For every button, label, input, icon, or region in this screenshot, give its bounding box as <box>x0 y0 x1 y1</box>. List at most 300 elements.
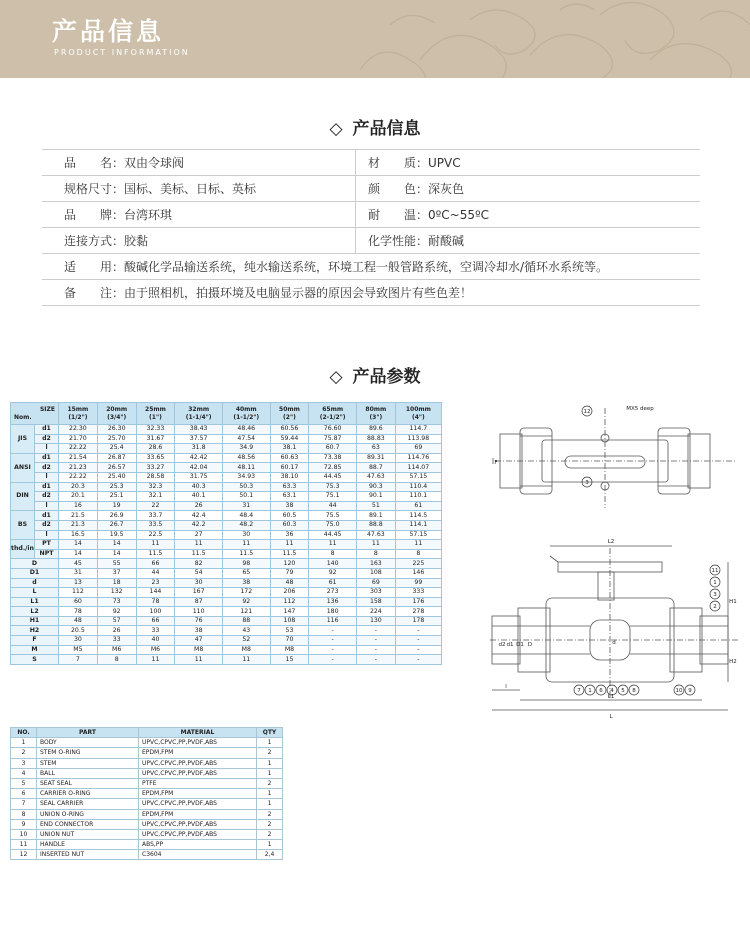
spec-cell: 178 <box>395 616 441 626</box>
spec-row-label: L1 <box>11 597 59 607</box>
parts-row <box>11 748 283 758</box>
spec-row-label: L2 <box>11 607 59 617</box>
spec-cell: 33 <box>136 626 175 636</box>
spec-cell: 63.3 <box>270 482 309 492</box>
spec-cell: 14 <box>59 549 98 559</box>
spec-cell: - <box>395 636 441 646</box>
size-inch: (3") <box>369 413 383 421</box>
parts-cell: 1 <box>257 738 283 748</box>
spec-cell: 42.04 <box>175 463 223 473</box>
parts-cell: 1 <box>257 758 283 768</box>
parts-row <box>11 778 283 788</box>
corner-size: SIZE <box>39 405 55 413</box>
spec-cell: 78 <box>59 607 98 617</box>
spec-cell: 57.15 <box>395 530 441 540</box>
spec-cell: 11 <box>222 655 270 665</box>
spec-size-header <box>222 403 270 425</box>
spec-cell: 11 <box>356 540 395 550</box>
spec-row-label: l <box>35 444 59 454</box>
spec-cell: 19 <box>97 501 136 511</box>
spec-cell: 273 <box>309 588 357 598</box>
parts-cell: 2 <box>257 809 283 819</box>
info-row <box>42 202 700 228</box>
info-row-full <box>42 254 700 280</box>
spec-row <box>11 482 442 492</box>
spec-cell: 79 <box>270 568 309 578</box>
spec-row <box>11 453 442 463</box>
spec-cell: 22.22 <box>59 444 98 454</box>
callout-12: 12 <box>583 409 591 415</box>
parts-cell: UNION NUT <box>37 829 139 839</box>
spec-row <box>11 578 442 588</box>
spec-cell: 303 <box>356 588 395 598</box>
spec-cell: 48 <box>270 578 309 588</box>
info-row <box>42 150 700 176</box>
spec-row-label: d <box>11 578 59 588</box>
spec-row <box>11 434 442 444</box>
size-inch: (1-1/2") <box>233 413 260 421</box>
spec-cell: 206 <box>270 588 309 598</box>
spec-cell: 21.70 <box>59 434 98 444</box>
parts-header: QTY <box>257 728 283 738</box>
spec-cell: 21.5 <box>59 511 98 521</box>
spec-cell: 11 <box>270 540 309 550</box>
spec-cell: 92 <box>309 568 357 578</box>
size-mm: 65mm <box>322 405 344 413</box>
spec-cell: 31.8 <box>175 444 223 454</box>
info-cell-right: 耐 温：0ºC~55ºC <box>368 208 490 222</box>
spec-cell: 108 <box>270 616 309 626</box>
spec-cell: 112 <box>59 588 98 598</box>
spec-cell: 8 <box>395 549 441 559</box>
spec-cell: 44.45 <box>309 530 357 540</box>
spec-cell: 163 <box>356 559 395 569</box>
spec-row-label: d1 <box>35 482 59 492</box>
size-mm: 32mm <box>188 405 210 413</box>
spec-cell: 11.5 <box>175 549 223 559</box>
spec-cell: 92 <box>222 597 270 607</box>
spec-row-label: H2 <box>11 626 59 636</box>
callout-b1: 7 <box>577 688 581 694</box>
info-cell-full: 备 注：由于照相机，拍摄环境及电脑显示器的原因会导致图片有些色差！ <box>64 286 473 300</box>
spec-group-label: thd./in <box>11 540 35 559</box>
spec-cell: 114.76 <box>395 453 441 463</box>
spec-cell: 88.7 <box>356 463 395 473</box>
parts-cell: UPVC,CPVC,PP,PVDF,ABS <box>139 799 257 809</box>
spec-cell: 90.3 <box>356 482 395 492</box>
parts-cell: 2 <box>11 748 37 758</box>
spec-cell: 88 <box>222 616 270 626</box>
spec-group-label: DIN <box>11 482 35 511</box>
spec-cell: 132 <box>97 588 136 598</box>
size-mm: 80mm <box>365 405 387 413</box>
spec-cell: 47.63 <box>356 530 395 540</box>
spec-cell: 47.54 <box>222 434 270 444</box>
spec-cell: M8 <box>270 645 309 655</box>
parts-cell: SEAL CARRIER <box>37 799 139 809</box>
spec-cell: 25.70 <box>97 434 136 444</box>
parts-row <box>11 789 283 799</box>
spec-cell: 11 <box>136 540 175 550</box>
parts-cell: INSERTED NUT <box>37 850 139 860</box>
spec-cell: 225 <box>395 559 441 569</box>
section-title-info <box>0 114 750 139</box>
spec-cell: 60.5 <box>270 511 309 521</box>
dim-d: d <box>612 640 616 646</box>
parts-header: MATERIAL <box>139 728 257 738</box>
size-mm: 15mm <box>67 405 89 413</box>
spec-row <box>11 645 442 655</box>
banner-subtitle: PRODUCT INFORMATION <box>54 48 190 57</box>
parts-cell: 9 <box>11 819 37 829</box>
spec-cell: 11.5 <box>222 549 270 559</box>
parts-cell: 8 <box>11 809 37 819</box>
spec-cell: 26.9 <box>97 511 136 521</box>
parts-row <box>11 829 283 839</box>
size-mm: 25mm <box>145 405 166 413</box>
spec-cell: 11.5 <box>136 549 175 559</box>
spec-group-label: BS <box>11 511 35 540</box>
spec-cell: 70 <box>270 636 309 646</box>
spec-cell: 23 <box>136 578 175 588</box>
spec-cell: 224 <box>356 607 395 617</box>
spec-row <box>11 463 442 473</box>
spec-row <box>11 520 442 530</box>
spec-cell: 20.3 <box>59 482 98 492</box>
spec-cell: 75.3 <box>309 482 357 492</box>
spec-cell: 13 <box>59 578 98 588</box>
spec-size-header <box>136 403 175 425</box>
parts-cell: 7 <box>11 799 37 809</box>
info-cell-right: 材 质：UPVC <box>368 156 461 170</box>
parts-cell: 5 <box>11 778 37 788</box>
dim-d2: d2 <box>498 642 506 648</box>
info-cell-full: 适 用：酸碱化学品输送系统，纯水输送系统，环境工程一般管路系统，空调冷却水/循环水系统等。 <box>64 260 609 274</box>
spec-cell: 25.1 <box>97 492 136 502</box>
spec-cell: 45 <box>59 559 98 569</box>
spec-row <box>11 540 442 550</box>
parts-header: NO. <box>11 728 37 738</box>
size-inch: (1/2") <box>68 413 88 421</box>
spec-cell: 75.5 <box>309 511 357 521</box>
callout-11: 11 <box>711 568 719 574</box>
spec-cell: 42.4 <box>175 511 223 521</box>
f-label: F <box>494 460 498 466</box>
spec-row <box>11 425 442 435</box>
spec-cell: 26.7 <box>97 520 136 530</box>
l1-label: L1 <box>607 694 615 700</box>
spec-cell: 33.5 <box>136 520 175 530</box>
spec-cell: 11 <box>395 540 441 550</box>
parts-cell: UPVC,CPVC,PP,PVDF,ABS <box>139 768 257 778</box>
spec-size-header <box>309 403 357 425</box>
spec-cell: 21.3 <box>59 520 98 530</box>
spec-cell: 11 <box>175 540 223 550</box>
parts-header-row <box>11 728 283 738</box>
spec-cell: 57.15 <box>395 472 441 482</box>
spec-cell: 32.3 <box>136 482 175 492</box>
parts-cell: STEM <box>37 758 139 768</box>
spec-size-header <box>97 403 136 425</box>
spec-cell: 47 <box>175 636 223 646</box>
spec-size-header <box>175 403 223 425</box>
spec-cell: 76.60 <box>309 425 357 435</box>
spec-cell: M6 <box>97 645 136 655</box>
size-inch: (1-1/4") <box>185 413 212 421</box>
spec-cell: 22.5 <box>136 530 175 540</box>
spec-cell: 44.45 <box>309 472 357 482</box>
size-mm: 50mm <box>279 405 300 413</box>
spec-cell: 20.5 <box>59 626 98 636</box>
spec-cell: 18 <box>97 578 136 588</box>
size-inch: (3/4") <box>107 413 127 421</box>
parts-cell: 2 <box>257 829 283 839</box>
spec-cell: 114.7 <box>395 425 441 435</box>
spec-cell: 21.54 <box>59 453 98 463</box>
spec-row <box>11 549 442 559</box>
spec-cell: 176 <box>395 597 441 607</box>
corner-nom: Nom. <box>14 413 32 421</box>
spec-cell: 42.42 <box>175 453 223 463</box>
spec-cell: 33.65 <box>136 453 175 463</box>
spec-cell: - <box>309 655 357 665</box>
spec-cell: 48.4 <box>222 511 270 521</box>
spec-cell: 14 <box>59 540 98 550</box>
callout-b4: 4 <box>610 688 614 694</box>
spec-group-label: JIS <box>11 425 35 454</box>
dim-d1: d1 <box>506 642 514 648</box>
spec-cell: 11 <box>175 655 223 665</box>
spec-cell: 140 <box>309 559 357 569</box>
callout-b5: 5 <box>621 688 625 694</box>
parts-cell: 2 <box>257 819 283 829</box>
spec-row <box>11 559 442 569</box>
spec-cell: 69 <box>356 578 395 588</box>
parts-cell: UNION O-RING <box>37 809 139 819</box>
spec-cell: 28.6 <box>136 444 175 454</box>
spec-cell: 30 <box>222 530 270 540</box>
spec-row <box>11 636 442 646</box>
parts-cell: UPVC,CPVC,PP,PVDF,ABS <box>139 819 257 829</box>
l-small-label: l <box>505 684 507 690</box>
spec-cell: 180 <box>309 607 357 617</box>
spec-cell: 108 <box>356 568 395 578</box>
info-row <box>42 228 700 254</box>
spec-cell: 114.07 <box>395 463 441 473</box>
info-cell-right: 颜 色：深灰色 <box>368 182 465 196</box>
spec-cell: 136 <box>309 597 357 607</box>
parts-cell: 1 <box>257 840 283 850</box>
spec-cell: 110.1 <box>395 492 441 502</box>
spec-cell: - <box>309 626 357 636</box>
parts-row <box>11 768 283 778</box>
spec-row-label: d1 <box>35 511 59 521</box>
size-inch: (2-1/2") <box>319 413 346 421</box>
diamond-icon: ◇ <box>329 367 343 387</box>
parts-header: PART <box>37 728 139 738</box>
parts-cell: 6 <box>11 789 37 799</box>
spec-cell: 8 <box>309 549 357 559</box>
spec-cell: 54 <box>175 568 223 578</box>
spec-cell: 72.85 <box>309 463 357 473</box>
spec-cell: 21.23 <box>59 463 98 473</box>
spec-cell: 8 <box>356 549 395 559</box>
parts-cell: 12 <box>11 850 37 860</box>
spec-cell: 75.0 <box>309 520 357 530</box>
spec-cell: - <box>395 645 441 655</box>
spec-cell: 22.22 <box>59 472 98 482</box>
spec-cell: 31 <box>59 568 98 578</box>
spec-cell: 26 <box>175 501 223 511</box>
spec-row-label: H1 <box>11 616 59 626</box>
spec-cell: 11.5 <box>270 549 309 559</box>
spec-corner <box>11 403 59 425</box>
parts-cell: 4 <box>11 768 37 778</box>
spec-cell: 48.11 <box>222 463 270 473</box>
parts-cell: BODY <box>37 738 139 748</box>
spec-cell: 26.57 <box>97 463 136 473</box>
spec-cell: 22.30 <box>59 425 98 435</box>
spec-size-header <box>59 403 98 425</box>
spec-cell: 120 <box>270 559 309 569</box>
spec-cell: 60.63 <box>270 453 309 463</box>
spec-cell: 60.17 <box>270 463 309 473</box>
callout-3: 3 <box>585 480 589 486</box>
h2-label: H2 <box>729 659 737 665</box>
spec-cell: 78 <box>136 597 175 607</box>
spec-cell: 11 <box>309 540 357 550</box>
header-banner <box>0 0 750 78</box>
diamond-icon: ◇ <box>329 119 343 139</box>
callout-2: 2 <box>713 604 717 610</box>
spec-row-label: F <box>11 636 59 646</box>
spec-cell: 30 <box>59 636 98 646</box>
spec-size-header <box>356 403 395 425</box>
spec-cell: 87 <box>175 597 223 607</box>
spec-cell: - <box>309 645 357 655</box>
spec-cell: 31.75 <box>175 472 223 482</box>
parts-cell: ABS,PP <box>139 840 257 850</box>
spec-cell: 63 <box>356 444 395 454</box>
parts-cell: 11 <box>11 840 37 850</box>
spec-cell: 278 <box>395 607 441 617</box>
spec-cell: 61 <box>395 501 441 511</box>
spec-row-label: d2 <box>35 492 59 502</box>
spec-cell: 26.87 <box>97 453 136 463</box>
spec-cell: 63.1 <box>270 492 309 502</box>
parts-row <box>11 819 283 829</box>
spec-cell: 89.1 <box>356 511 395 521</box>
spec-cell: 100 <box>136 607 175 617</box>
callout-b3: 6 <box>599 688 603 694</box>
spec-cell: 7 <box>59 655 98 665</box>
parts-cell: UPVC,CPVC,PP,PVDF,ABS <box>139 738 257 748</box>
spec-cell: 66 <box>136 616 175 626</box>
parts-cell: 3 <box>11 758 37 768</box>
parts-row <box>11 809 283 819</box>
spec-cell: 60 <box>59 597 98 607</box>
info-cell-left: 品 名：双由令球阀 <box>42 150 356 175</box>
spec-cell: 158 <box>356 597 395 607</box>
parts-cell: 2,4 <box>257 850 283 860</box>
spec-row <box>11 588 442 598</box>
spec-cell: 112 <box>270 597 309 607</box>
parts-table <box>10 727 283 860</box>
spec-cell: 14 <box>97 540 136 550</box>
parts-cell: 1 <box>257 799 283 809</box>
spec-row <box>11 511 442 521</box>
spec-cell: 25.4 <box>97 444 136 454</box>
size-mm: 20mm <box>106 405 128 413</box>
spec-cell: 88.8 <box>356 520 395 530</box>
info-cell-left: 品 牌：台湾环琪 <box>42 202 356 227</box>
parts-cell: 10 <box>11 829 37 839</box>
spec-cell: 60.3 <box>270 520 309 530</box>
spec-cell: 31 <box>222 501 270 511</box>
info-row <box>42 176 700 202</box>
spec-cell: M5 <box>59 645 98 655</box>
parts-cell: C3604 <box>139 850 257 860</box>
parts-cell: CARRIER O-RING <box>37 789 139 799</box>
spec-row-label: d2 <box>35 463 59 473</box>
spec-cell: 90.1 <box>356 492 395 502</box>
spec-cell: 38.1 <box>270 444 309 454</box>
section-title-text: 产品参数 <box>352 367 421 387</box>
spec-cell: M8 <box>175 645 223 655</box>
spec-cell: 50.1 <box>222 492 270 502</box>
info-cell-left: 规格尺寸：国标、美标、日标、英标 <box>42 176 356 201</box>
spec-cell: 34.93 <box>222 472 270 482</box>
spec-cell: 89.6 <box>356 425 395 435</box>
spec-table <box>10 402 442 665</box>
spec-row-label: l <box>35 501 59 511</box>
spec-row-label: L <box>11 588 59 598</box>
spec-cell: 48.2 <box>222 520 270 530</box>
spec-cell: 121 <box>222 607 270 617</box>
spec-cell: 114.5 <box>395 511 441 521</box>
banner-title: 产品信息 <box>52 17 165 46</box>
spec-cell: 52 <box>222 636 270 646</box>
spec-cell: 130 <box>356 616 395 626</box>
spec-cell: 114.1 <box>395 520 441 530</box>
spec-cell: 34.9 <box>222 444 270 454</box>
parts-cell: 1 <box>257 768 283 778</box>
valve-drawing <box>490 398 740 728</box>
spec-cell: 59.44 <box>270 434 309 444</box>
spec-cell: 33 <box>97 636 136 646</box>
size-inch: (4") <box>411 413 425 421</box>
size-mm: 100mm <box>405 405 431 413</box>
spec-cell: 147 <box>270 607 309 617</box>
parts-cell: END CONNECTOR <box>37 819 139 829</box>
info-cell-right: 化学性能：耐酸碱 <box>368 234 465 248</box>
spec-cell: 20.1 <box>59 492 98 502</box>
spec-cell: 75.1 <box>309 492 357 502</box>
spec-cell: 38.43 <box>175 425 223 435</box>
spec-row-label: NPT <box>35 549 59 559</box>
spec-cell: 38 <box>222 578 270 588</box>
spec-cell: 8 <box>97 655 136 665</box>
spec-cell: - <box>309 636 357 646</box>
size-mm: 40mm <box>235 405 257 413</box>
parts-cell: 1 <box>257 789 283 799</box>
spec-row <box>11 616 442 626</box>
spec-cell: - <box>395 626 441 636</box>
spec-cell: 146 <box>395 568 441 578</box>
spec-cell: 33.7 <box>136 511 175 521</box>
callout-b7: 10 <box>675 688 683 694</box>
spec-cell: 61 <box>309 578 357 588</box>
